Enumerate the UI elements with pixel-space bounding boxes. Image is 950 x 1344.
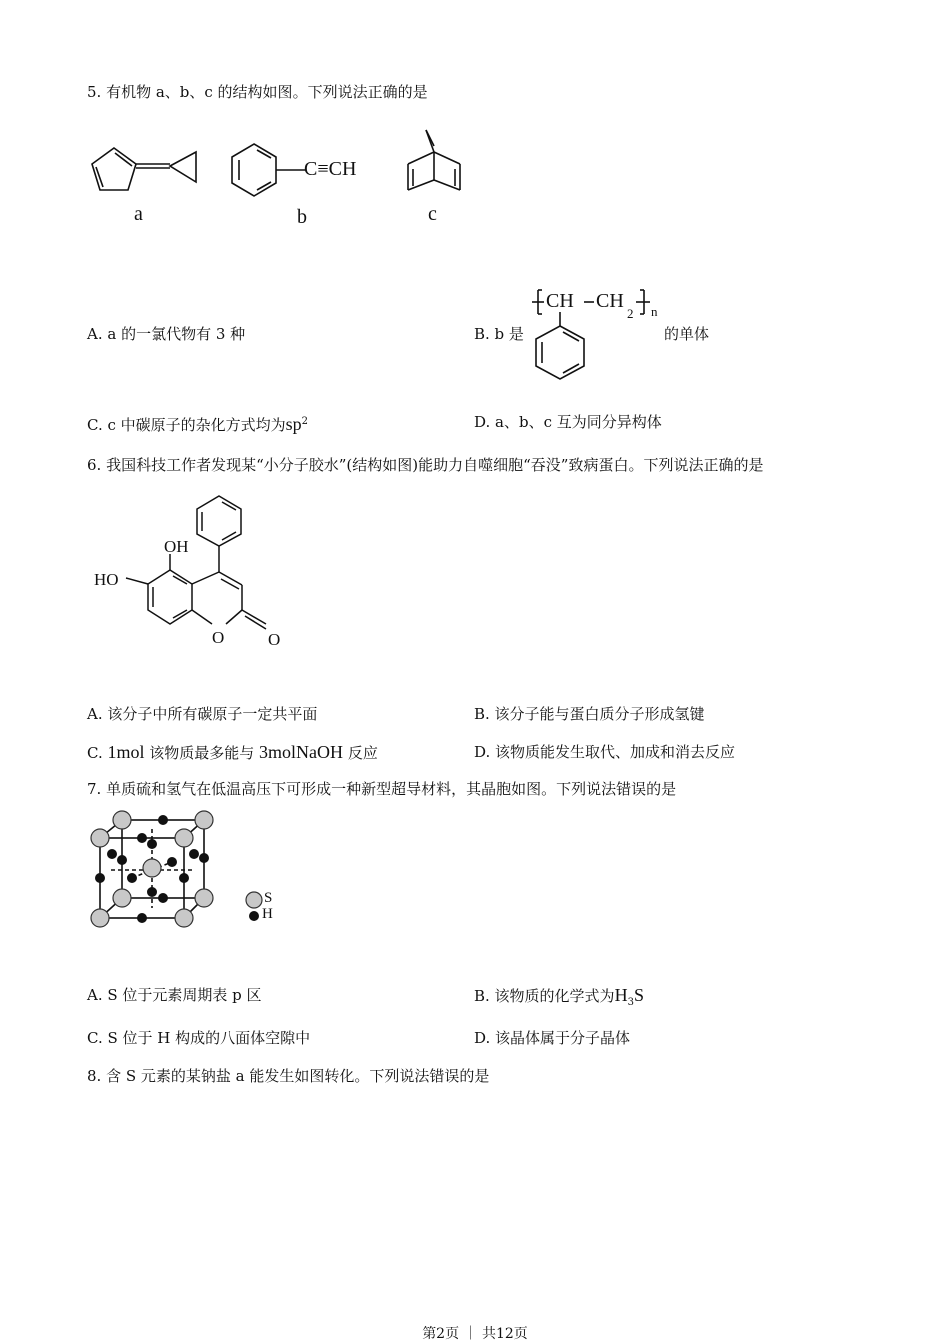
q8-stem: 8. 含 S 元素的某钠盐 a 能发生如图转化。下列说法错误的是	[87, 1067, 490, 1085]
polystyrene-n: n	[651, 304, 658, 319]
q6-option-a: A. 该分子中所有碳原子一定共平面	[87, 705, 318, 723]
q7-option-b	[474, 985, 644, 1013]
q7-option-d: D. 该晶体属于分子晶体	[474, 1029, 631, 1047]
structure-b-label: b	[297, 206, 307, 228]
q5-option-c-sup: 2	[301, 416, 309, 427]
q5-option-c-text: C. c 中碳原子的杂化方式均为	[87, 416, 286, 434]
q6-stem: 6. 我国科技工作者发现某“小分子胶水”(结构如图)能助力自噬细胞“吞没”致病蛋白。下列说法正确的是	[87, 456, 764, 474]
structure-b-text: C≡CH	[304, 158, 357, 180]
polystyrene-ch2: CH	[596, 290, 624, 312]
q6-option-c-end: 反应	[343, 744, 378, 762]
q7-legend-h-marker	[248, 910, 260, 922]
structure-c-label: c	[428, 203, 437, 225]
q7-option-b-text: B. 该物质的化学式为	[474, 987, 615, 1005]
q6-option-b: B. 该分子能与蛋白质分子形成氢键	[474, 705, 705, 723]
q6-molecule-diagram	[90, 492, 290, 652]
q5-option-b-suffix: 的单体	[664, 325, 710, 343]
q6-ring-o-label: O	[212, 628, 225, 647]
q6-ho-label: HO	[94, 570, 119, 589]
q7-legend-h-label: H	[262, 906, 273, 922]
q7-crystal-cell-diagram	[88, 808, 218, 930]
q7-option-b-h: H	[614, 985, 628, 1005]
q7-option-a: A. S 位于元素周期表 p 区	[87, 986, 262, 1004]
q6-oh-label: OH	[164, 537, 189, 556]
polystyrene-sub2: 2	[627, 306, 634, 321]
q7-option-c: C. S 位于 H 构成的八面体空隙中	[87, 1029, 311, 1047]
q6-option-c-mid: 该物质最多能与	[144, 744, 260, 762]
polystyrene-ch: CH	[546, 290, 574, 312]
q5-option-a: A. a 的一氯代物有 3 种	[87, 325, 246, 343]
q5-option-c-sp: sp	[285, 414, 302, 434]
q6-option-c-mol1: 1mol	[107, 742, 145, 762]
q6-option-c-mol2: 3molNaOH	[259, 742, 344, 762]
q6-keto-o-label: O	[268, 630, 281, 649]
q5-option-d: D. a、b、c 互为同分异构体	[474, 413, 662, 431]
q6-option-c	[87, 742, 378, 763]
q6-option-d: D. 该物质能发生取代、加成和消去反应	[474, 743, 736, 761]
q7-option-b-s: S	[633, 985, 644, 1005]
q7-legend-s-marker	[244, 890, 264, 910]
q5-option-b-prefix: B. b 是	[474, 325, 524, 343]
structure-c-diagram	[402, 126, 466, 196]
structure-a-label: a	[134, 203, 143, 225]
q5-option-c	[87, 412, 308, 435]
page-footer: 第2页 ｜ 共12页	[422, 1326, 528, 1342]
structure-b-diagram	[230, 140, 310, 204]
q7-option-b-sub: 3	[627, 997, 634, 1008]
q5-stem: 5. 有机物 a、b、c 的结构如图。下列说法正确的是	[87, 83, 428, 101]
q6-option-c-prefix: C.	[87, 744, 108, 762]
q7-stem: 7. 单质硫和氢气在低温高压下可形成一种新型超导材料，其晶胞如图。下列说法错误的是	[87, 780, 677, 798]
structure-a-diagram	[84, 140, 214, 200]
q7-legend-s-label: S	[264, 890, 273, 906]
